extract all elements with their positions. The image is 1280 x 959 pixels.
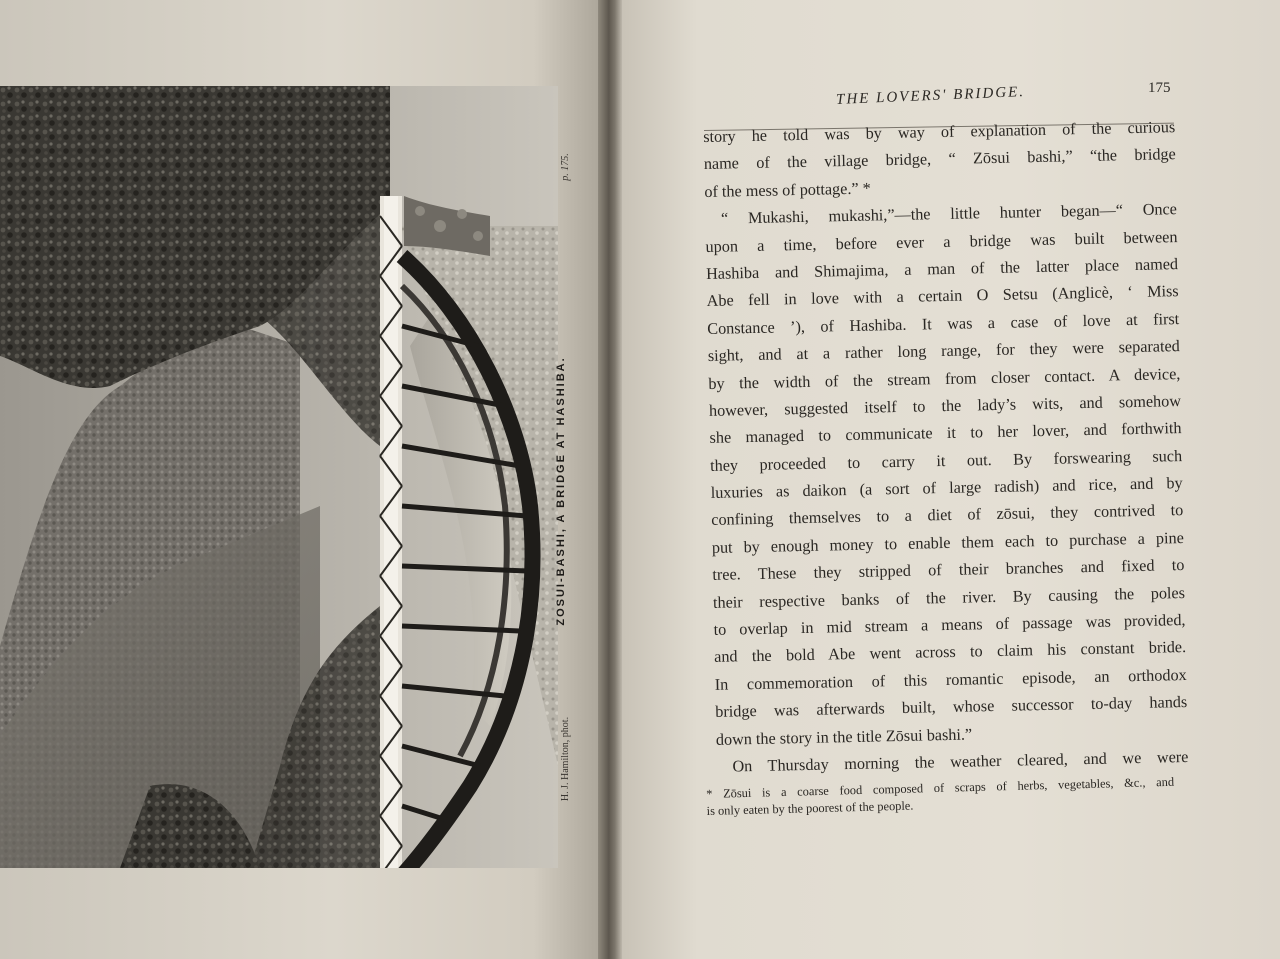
page-number: 175 [1148,80,1171,96]
text-line: In commemoration of this romantic episode, an orthodox [714,665,1187,694]
text-line: of the mess of pottage.” * [704,179,871,201]
text-line: bridge was afterwards built, whose successor to-day hands [715,693,1188,722]
text-line: Constance ’), of Hashiba. It was a case of love at first [707,309,1180,338]
text-line: tree. These they stripped of their branches and fixed to [712,556,1185,585]
footnote-line: * Zōsui is a coarse food composed of scraps of herbs, vegetables, &c., and [706,774,1175,801]
text-line: “ Mukashi, mukashi,”—the little hunter began—“ Once [720,200,1178,228]
text-line: Abe fell in love with a certain O Setsu (Anglicè, ‘ Miss [706,282,1179,311]
text-line: down the story in the title Zōsui bashi.” [715,725,973,749]
text-line: name of the village bridge, “ Zōsui bashi,” “the bridge [703,145,1176,174]
book-gutter [598,0,622,959]
text-line: however, suggested itself to the lady’s wits, and somehow [708,391,1182,420]
photo-credit: H. J. Hamilton, phot. [560,716,571,802]
text-line: story he told was by way of explanation of the curious [703,118,1176,146]
text-line: On Thursday morning the weather cleared, and we were [732,747,1189,776]
text-line: upon a time, before ever a bridge was built between [705,227,1178,256]
footnote-line: is only eaten by the poorest of the people. [706,798,914,818]
text-line: confining themselves to a diet of zōsui, they contrived to [711,501,1184,530]
plate-caption: ZOSUI-BASHI, A BRIDGE AT HASHIBA. [555,356,567,626]
bridge-photograph [0,86,558,868]
text-line: she managed to communicate it to her lover, and forthwith [709,419,1182,448]
text-line: their respective banks of the river. By causing the poles [712,583,1186,612]
running-head: THE LOVERS' BRIDGE. [835,84,1026,108]
text-line: luxuries as daikon (a sort of large radish) and rice, and by [710,474,1183,502]
text-line: by the width of the stream from closer contact. A device, [708,364,1181,393]
text-line: Hashiba and Shimajima, a man of the latter place named [705,255,1179,283]
bridge-photograph-image [0,86,558,868]
body-text [703,114,1189,781]
plate-page-reference: p. 175. [560,153,571,181]
text-line: they proceeded to carry it out. By forswearing such [709,446,1183,475]
text-line: and the bold Abe went across to claim his constant bride. [713,638,1187,667]
text-line: sight, and at a rather long range, for they were separated [707,337,1180,366]
text-line: put by enough money to enable them each to purchase a pine [711,528,1184,557]
text-line: to overlap in mid stream a means of passage was provided, [713,611,1186,639]
